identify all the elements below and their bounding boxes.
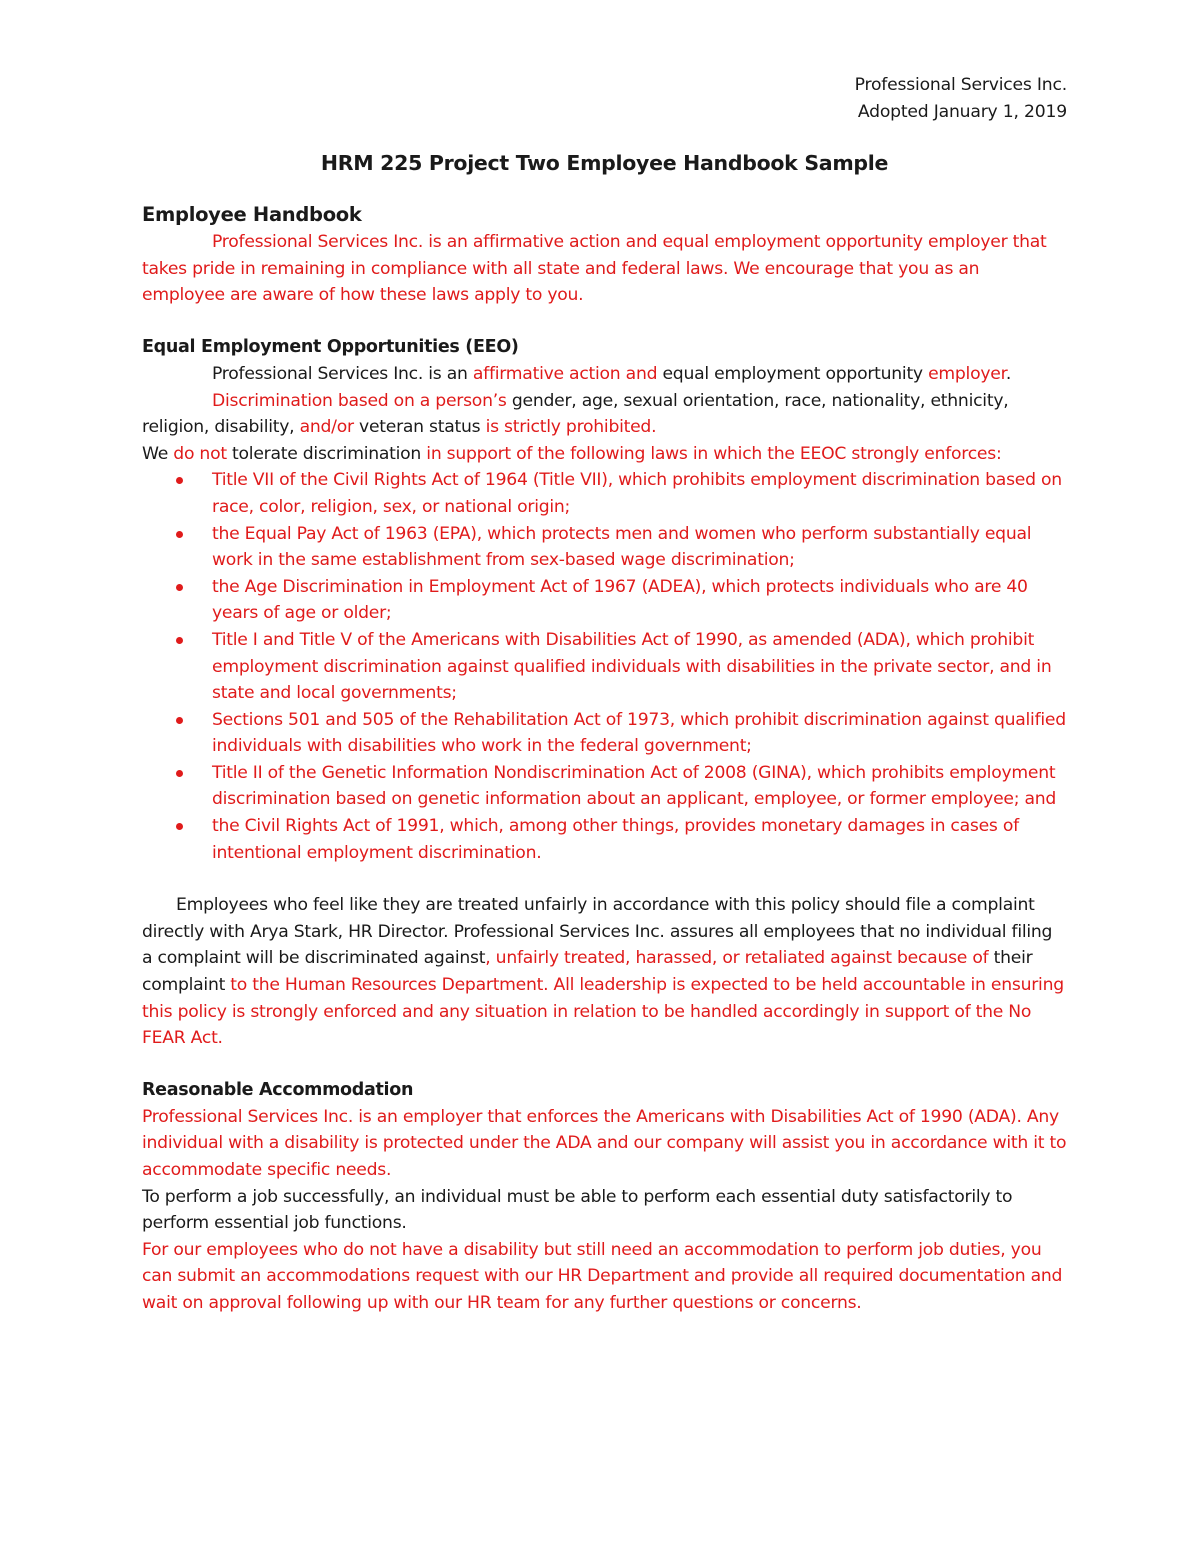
eeo-p3-text-c: tolerate discrimination: [226, 443, 427, 464]
complaint-text-c: their complaint: [142, 948, 1033, 996]
bullet-icon: [176, 584, 183, 591]
bullet-icon: [176, 770, 183, 777]
heading-eeo: Equal Employment Opportunities (EEO): [142, 336, 519, 357]
accommodation-paragraph-3: For our employees who do not have a disability but still need an accommodation to perform job duties, you can submit an accommodations request with our HR Department and provide all required documentation and wait on approval following up with our HR team for any further questions or concerns.: [142, 1239, 1063, 1313]
law-text: the Equal Pay Act of 1963 (EPA), which protects men and women who perform substantially equal work in the same establishment from sex-based wage discrimination;: [212, 523, 1032, 571]
law-text: Title II of the Genetic Information Nondiscrimination Act of 2008 (GINA), which prohibits employment discrimination based on genetic information about an applicant, employee, or former employee; and: [212, 762, 1057, 810]
list-item: [142, 627, 1067, 707]
eeo-paragraph-2: [142, 388, 1067, 441]
law-text: Sections 501 and 505 of the Rehabilitation Act of 1973, which prohibit discrimination against qualified individuals with disabilities who work in the federal government;: [212, 709, 1066, 757]
bullet-icon: [176, 531, 183, 538]
eeo-p3-text-a: We: [142, 443, 174, 464]
list-item: [142, 467, 1067, 520]
law-text: Title I and Title V of the Americans with Disabilities Act of 1990, as amended (ADA), which prohibit employment discrimination against qualified individuals with disabilities in the private sector, and in state and local governments;: [212, 629, 1052, 704]
eeo-p1-text-e: .: [1005, 363, 1012, 384]
list-item: [142, 760, 1067, 813]
handbook-intro: Professional Services Inc. is an affirmative action and equal employment opportunity employer that takes pride in remaining in compliance with all state and federal laws. We encourage that you as an employee are aware of how these laws apply to you.: [142, 232, 1047, 306]
law-text: Title VII of the Civil Rights Act of 1964 (Title VII), which prohibits employment discrimination based on race, color, religion, sex, or national origin;: [212, 470, 1062, 517]
header-company: Professional Services Inc.: [854, 75, 1067, 95]
spacer: [142, 866, 1067, 892]
eeo-complaint-paragraph: [142, 892, 1067, 1052]
eeo-p3-text-d: in support of the following laws in which the EEOC strongly enforces:: [426, 443, 1002, 464]
eeo-p2-text-a: Discrimination based on a person’s: [212, 390, 507, 411]
list-item: [142, 521, 1067, 574]
eeo-p1-text-a: Professional Services Inc. is an: [212, 363, 473, 384]
complaint-text-a: Employees who feel like they are treated unfairly in accordance with this policy should file a complaint directly with Arya Stark, HR Director. Professional Services Inc. assures all employees that no individual filing a complaint will be discriminated against: [142, 895, 1053, 969]
complaint-text-d: to the Human Resources Department. All leadership is expected to be held accountable in ensuring this policy is strongly enforced and any situation in relation to be handled accordingly in support of the No FEAR Act.: [142, 975, 1064, 1049]
accommodation-paragraph-2: To perform a job successfully, an individual must be able to perform each essential duty satisfactorily to perform essential job functions.: [142, 1186, 1013, 1234]
eeo-p2-text-d: veteran status: [353, 417, 486, 438]
bullet-icon: [176, 717, 183, 724]
document-body: [142, 72, 1067, 1317]
eeo-p2-text-b: gender, age, sexual orientation, race, nationality, ethnicity, religion, disability,: [142, 390, 1009, 438]
list-item: [142, 707, 1067, 760]
eeo-p1-text-c: equal employment opportunity: [657, 363, 929, 384]
header-adopted-date: Adopted January 1, 2019: [857, 101, 1067, 122]
eeo-laws-list: [142, 467, 1067, 866]
list-item: [142, 574, 1067, 627]
list-item: [142, 813, 1067, 866]
eeo-p3-text-b: do not: [173, 443, 227, 464]
complaint-text-b: , unfairly treated, harassed, or retaliated against because of: [485, 948, 989, 969]
eeo-paragraph-3: [142, 441, 1067, 468]
eeo-p2-text-c: and/or: [299, 417, 354, 438]
eeo-p1-text-d: employer: [928, 363, 1006, 384]
heading-employee-handbook: Employee Handbook: [142, 203, 362, 227]
eeo-p2-text-e: is strictly prohibited.: [485, 417, 657, 438]
heading-reasonable-accommodation: Reasonable Accommodation: [142, 1079, 414, 1100]
eeo-paragraph-1: [142, 361, 1067, 388]
bullet-icon: [176, 637, 183, 644]
bullet-icon: [176, 477, 183, 484]
accommodation-paragraph-1: Professional Services Inc. is an employer that enforces the Americans with Disabilities Act of 1990 (ADA). Any individual with a disability is protected under the ADA and our company will assist you in accordance with it to accommodate specific needs.: [142, 1106, 1067, 1180]
document-title: HRM 225 Project Two Employee Handbook Sample: [320, 151, 889, 176]
law-text: the Age Discrimination in Employment Act of 1967 (ADEA), which protects individuals who are 40 years of age or older;: [212, 576, 1028, 624]
bullet-icon: [176, 823, 183, 830]
law-text: the Civil Rights Act of 1991, which, among other things, provides monetary damages in cases of intentional employment discrimination.: [212, 816, 1019, 863]
eeo-p1-text-b: affirmative action and: [472, 363, 658, 384]
